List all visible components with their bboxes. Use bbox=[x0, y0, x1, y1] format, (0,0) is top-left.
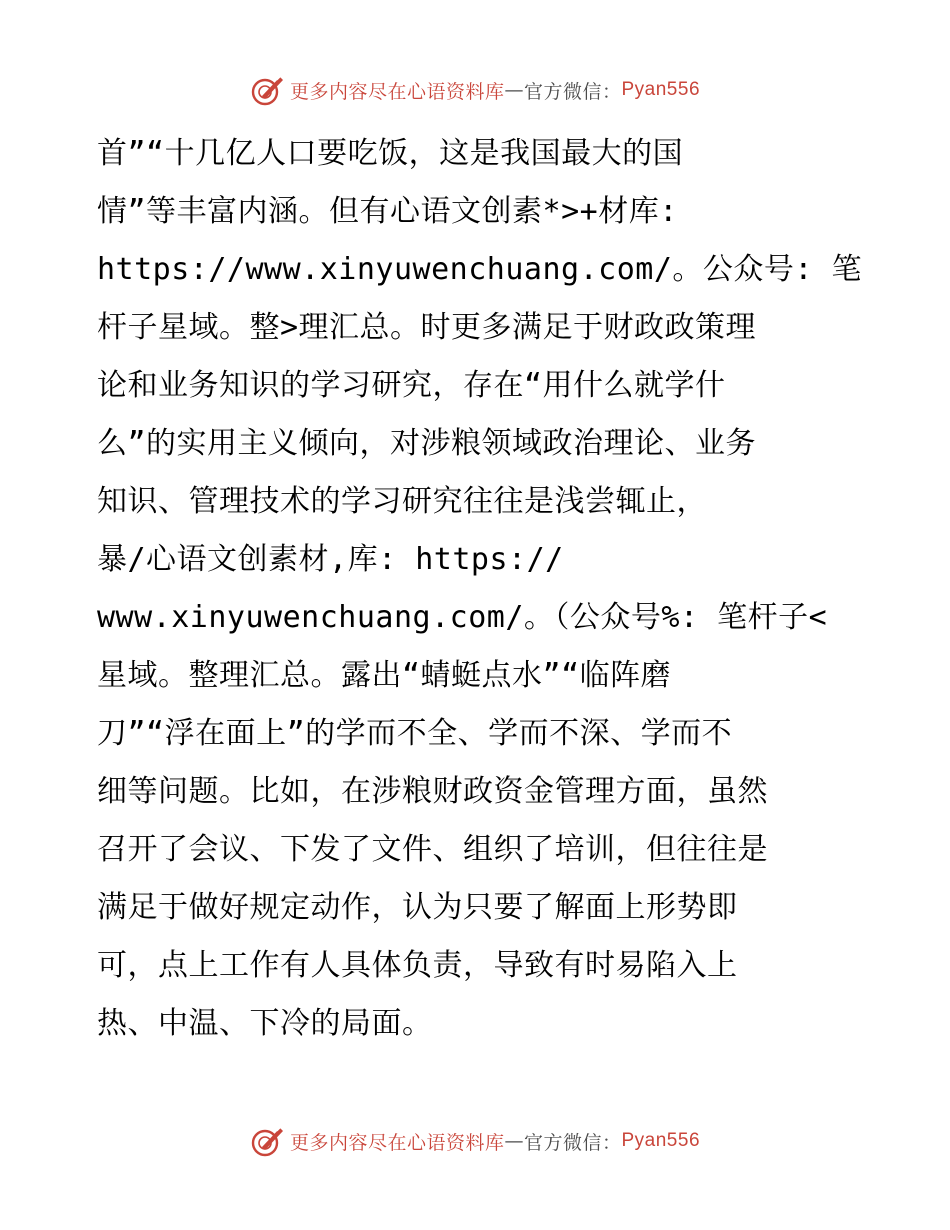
quill-pen-circle-icon bbox=[250, 1123, 286, 1159]
text-line: 热、中温、下冷的局面。 bbox=[97, 1006, 433, 1041]
text-line: 论和业务知识的学习研究，存在“用什么就学什 bbox=[97, 368, 726, 403]
text-line: 召开了会议、下发了文件、组织了培训，但往往是 bbox=[97, 832, 768, 867]
banner-official-text: 官方微信： bbox=[523, 1131, 622, 1154]
banner-wechat-id: Pyan556 bbox=[621, 1130, 701, 1151]
banner-wechat-id: Pyan556 bbox=[621, 79, 701, 100]
text-line: 情”等丰富内涵。但有心语文创素*>+材库: bbox=[97, 194, 678, 229]
text-line: 可，点上工作有人具体负责，导致有时易陷入上 bbox=[97, 948, 738, 983]
footer-banner bbox=[0, 1121, 950, 1161]
text-line: 刀”“浮在面上”的学而不全、学而不深、学而不 bbox=[97, 716, 733, 751]
banner-brand-text: 更多内容尽在心语资料库 bbox=[289, 80, 505, 103]
text-line: 暴/心语文创素材,库: https:// bbox=[97, 542, 564, 577]
text-line: https://www.xinyuwenchuang.com/。公众号: 笔 bbox=[97, 252, 863, 287]
text-line: 首”“十几亿人口要吃饭，这是我国最大的国 bbox=[97, 136, 684, 171]
header-banner bbox=[0, 70, 950, 110]
banner-separator: — bbox=[504, 79, 524, 101]
body-paragraph bbox=[97, 125, 863, 1053]
text-line: 么”的实用主义倾向，对涉粮领域政治理论、业务 bbox=[97, 426, 757, 461]
text-line: 杆子星域。整>理汇总。时更多满足于财政政策理 bbox=[97, 310, 757, 345]
text-line: 满足于做好规定动作，认为只要了解面上形势即 bbox=[97, 890, 738, 925]
text-line: 星域。整理汇总。露出“蜻蜓点水”“临阵磨 bbox=[97, 658, 672, 693]
text-line: www.xinyuwenchuang.com/。（公众号%: 笔杆子< bbox=[97, 600, 828, 635]
text-line: 细等问题。比如，在涉粮财政资金管理方面，虽然 bbox=[97, 774, 768, 809]
quill-pen-circle-icon bbox=[250, 72, 286, 108]
banner-brand-text: 更多内容尽在心语资料库 bbox=[289, 1131, 505, 1154]
text-line: 知识、管理技术的学习研究往往是浅尝辄止， bbox=[97, 484, 707, 519]
banner-separator: — bbox=[504, 1130, 524, 1152]
banner-official-text: 官方微信： bbox=[523, 80, 622, 103]
